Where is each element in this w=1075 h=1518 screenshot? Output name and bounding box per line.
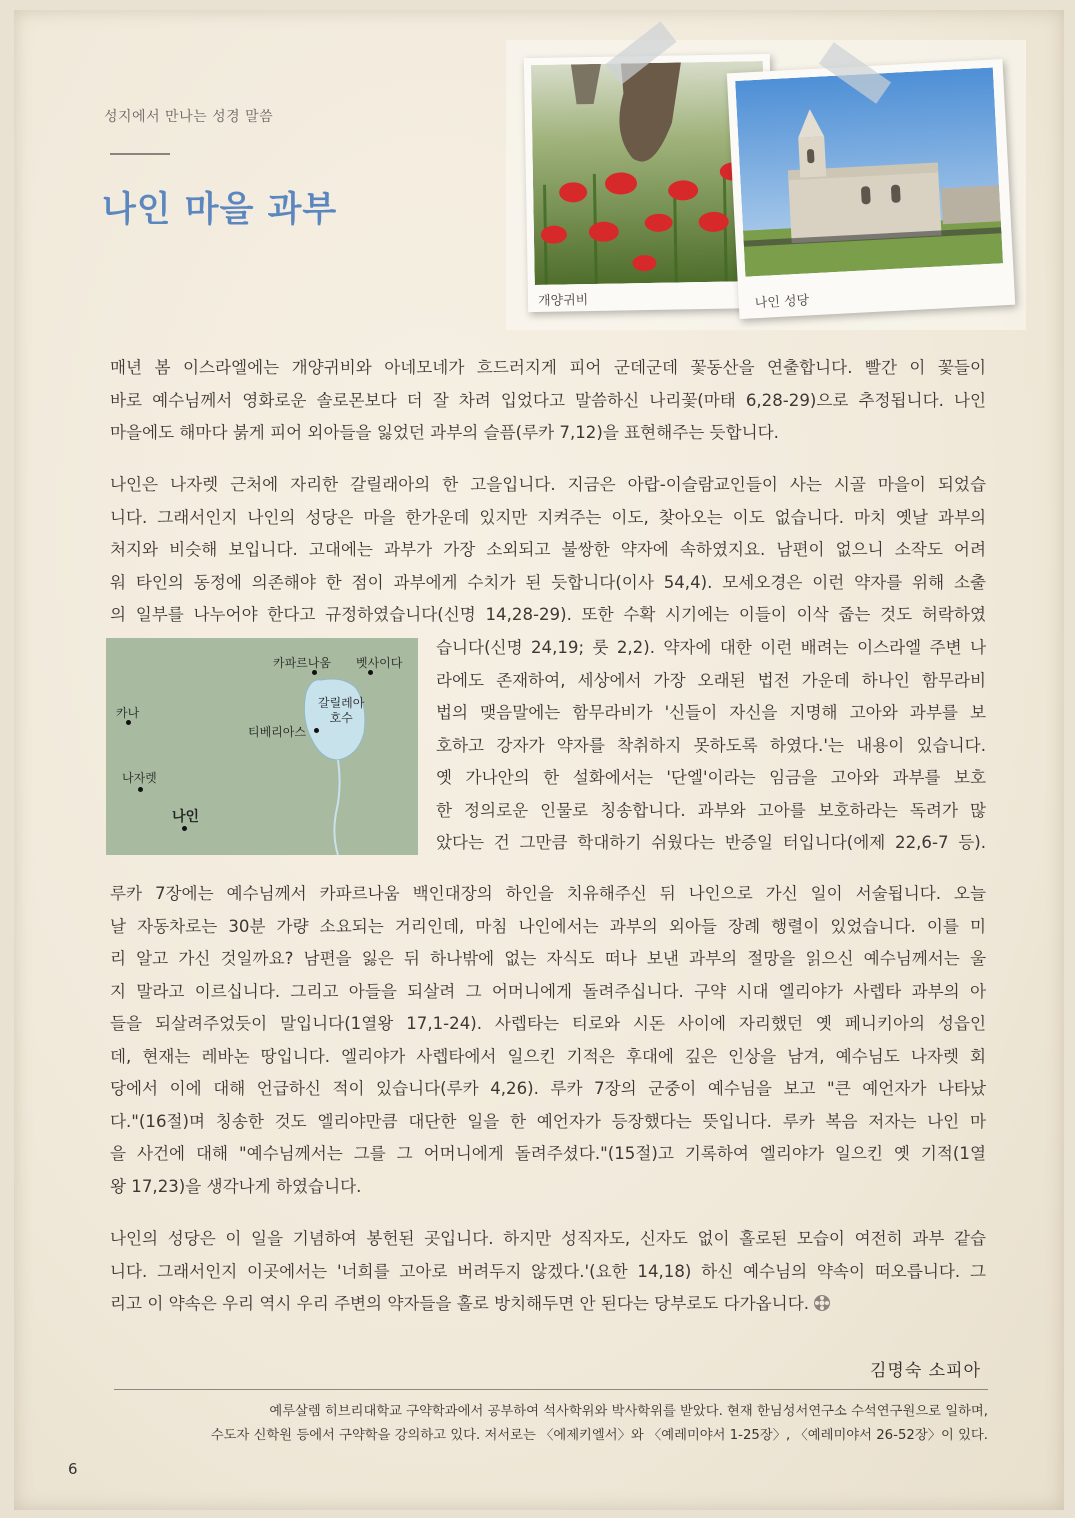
map-label-nazareth: 나자렛	[122, 771, 157, 785]
map-label-capernaum: 카파르나움	[273, 656, 331, 670]
page-title: 나인 마을 과부	[102, 190, 338, 230]
text-line-final-text: 리고 이 약속은 우리 역시 우리 주변의 약자들을 홀로 방치해두면 안 된다는 당부로도 다가옵니다.	[110, 1294, 809, 1313]
text-line: 습니다(신명 24,19; 룻 2,2). 약자에 대한 이런 배려는 이스라엘 주변 나	[436, 638, 986, 657]
text-line-final	[110, 1288, 986, 1321]
text-line: 리 알고 가신 것일까요? 남편을 잃은 뒤 하나밖에 없는 자식도 떠나 보낸 과부의 절망을 읽으신 예수님께서는 울	[110, 949, 986, 968]
author-name: 김명숙 소피아	[870, 1361, 981, 1381]
text-line: 나인의 성당은 이 일을 기념하여 봉헌된 곳입니다. 하지만 성직자도, 신자도 없이 홀로된 모습이 여전히 과부 같습	[110, 1229, 986, 1248]
map-dot	[126, 720, 131, 725]
map-dot	[138, 787, 143, 792]
text-line: 라에도 존재하여, 세상에서 가장 오래된 법전 가운데 하나인 함무라비	[436, 670, 986, 690]
text-line: 한 정의로운 인물로 칭송합니다. 과부와 고아를 보호하라는 독려가 많	[436, 800, 986, 820]
bio-divider	[114, 1389, 988, 1390]
map-label-bethsaida: 벳사이다	[356, 656, 403, 670]
map-dot	[182, 826, 187, 831]
map-label-nain: 나인	[172, 809, 200, 825]
text-line: 처지와 비슷해 보입니다. 고대에는 과부가 가장 소외되고 불쌍한 약자에 속하였지요. 남편이 없으니 소작도 어려	[110, 540, 986, 559]
text-line: 워 타인의 동정에 의존해야 한 점이 과부에게 수치가 된 듯합니다(이사 54,4). 모세오경은 이런 약자를 위해 소출	[110, 572, 986, 592]
title-rule	[110, 153, 170, 155]
galilee-map	[106, 638, 418, 855]
photo-caption-church: 나인 성당	[754, 293, 810, 312]
text-line: 마을에도 해마다 붉게 피어 외아들을 잃었던 과부의 슬픔(루카 7,12)을 표현해주는 듯합니다.	[110, 423, 779, 442]
photo-caption-poppies: 개양귀비	[537, 293, 589, 309]
text-line: 당에서 이에 대해 언급하신 적이 있습니다(루카 4,26). 루카 7장의 군중이 예수님을 보고 "큰 예언자가 나타났	[110, 1079, 986, 1098]
map-label-tiberias: 티베리아스	[248, 725, 306, 739]
paragraph-2	[110, 469, 986, 632]
page-number: 6	[68, 1460, 78, 1478]
text-line: 다."(16절)며 칭송한 것도 엘리야만큼 대단한 일을 한 예언자가 등장했다는 뜻입니다. 루카 복음 저자는 나인 마	[110, 1111, 986, 1131]
bio-line: 수도자 신학원 등에서 구약학을 강의하고 있다. 저서로는 〈에제키엘서〉와 〈예레미야서 1-25장〉, 〈예레미야서 26-52장〉이 있다.	[210, 1428, 988, 1443]
map-label-cana: 카나	[116, 706, 140, 720]
text-line: 데, 현재는 레바논 땅입니다. 엘리야가 사렙타에서 일으킨 기적은 후대에 깊은 인상을 남겨, 예수님도 나자렛 회	[110, 1046, 986, 1066]
text-line: 니다. 그래서인지 이곳에서는 '너희를 고아로 버려두지 않겠다.'(요한 14,18) 하신 예수님의 약속이 떠오릅니다. 그	[110, 1261, 986, 1281]
map-label-sea-of-galilee: 갈릴레아 호수	[318, 696, 365, 725]
text-line: 들을 되살려주었듯이 말입니다(1열왕 17,1-24). 사렙타는 티로와 시돈 사이에 자리했던 옛 페니키아의 성읍인	[110, 1014, 987, 1033]
text-line: 날 자동차로는 30분 가량 소요되는 거리인데, 마침 나인에서는 과부의 외아들 장례 행렬이 있었습니다. 이를 미	[110, 916, 986, 936]
text-line: 나인은 나자렛 근처에 자리한 갈릴래아의 한 고을입니다. 지금은 아랍-이슬람교인들이 사는 시골 마을이 되었습	[110, 475, 986, 494]
author-bio	[114, 1400, 988, 1448]
paragraph-5	[110, 1223, 986, 1321]
map-dot	[312, 670, 317, 675]
text-line: 을 사건에 대해 "예수님께서는 그를 그 어머니에게 돌려주셨다."(15절)고 기록하여 엘리야가 일으킨 옛 기적(1열	[110, 1144, 986, 1163]
text-line: 법의 맺음말에는 함무라비가 '신들이 자신을 지명해 고아와 과부를 보	[436, 703, 986, 722]
text-line: 았다는 건 그만큼 학대하기 쉬웠다는 반증일 터입니다(에제 22,6-7 등).	[436, 833, 986, 852]
map-dot	[368, 670, 373, 675]
text-line: 니다. 그래서인지 나인의 성당은 마을 한가운데 있지만 지켜주는 이도, 찾아오는 이도 없습니다. 마치 옛날 과부의	[110, 507, 986, 527]
flower-emblem-icon	[813, 1294, 831, 1312]
text-line: 호하고 강자가 약자를 착취하지 못하도록 하였다.'는 내용이 있습니다.	[436, 735, 986, 755]
bio-line: 예루살렘 히브리대학교 구약학과에서 공부하여 석사학위와 박사학위를 받았다. 현재 한님성서연구소 수석연구원으로 일하며,	[269, 1404, 988, 1419]
paragraph-4	[110, 878, 986, 1203]
paragraph-1	[110, 352, 986, 450]
text-line: 바로 예수님께서 영화로운 솔로몬보다 더 잘 차려 입었다고 말씀하신 나리꽃(마태 6,28-29)으로 추정됩니다. 나인	[110, 390, 986, 410]
text-line: 루카 7장에는 예수님께서 카파르나움 백인대장의 하인을 치유해주신 뒤 나인으로 가신 일이 서술됩니다. 오늘	[110, 884, 986, 903]
text-line: 옛 가나안의 한 설화에서는 '단엘'이라는 임금을 고아와 과부를 보호	[436, 768, 986, 787]
paragraph-3	[436, 632, 986, 860]
text-line: 지 말라고 이르십니다. 그리고 아들을 되살려 그 어머니에게 돌려주십니다. 구약 시대 엘리야가 사렙타 과부의 아	[110, 981, 986, 1001]
text-line: 의 일부를 나누어야 한다고 규정하였습니다(신명 14,28-29). 또한 수확 시기에는 이들이 이삭 줍는 것도 허락하였	[110, 605, 986, 624]
map-dot	[314, 728, 319, 733]
series-label: 성지에서 만나는 성경 말씀	[104, 109, 274, 125]
text-line: 매년 봄 이스라엘에는 개양귀비와 아네모네가 흐드러지게 피어 군데군데 꽃동산을 연출합니다. 빨간 이 꽃들이	[110, 358, 986, 377]
text-line: 왕 17,23)을 생각나게 하였습니다.	[110, 1176, 362, 1196]
